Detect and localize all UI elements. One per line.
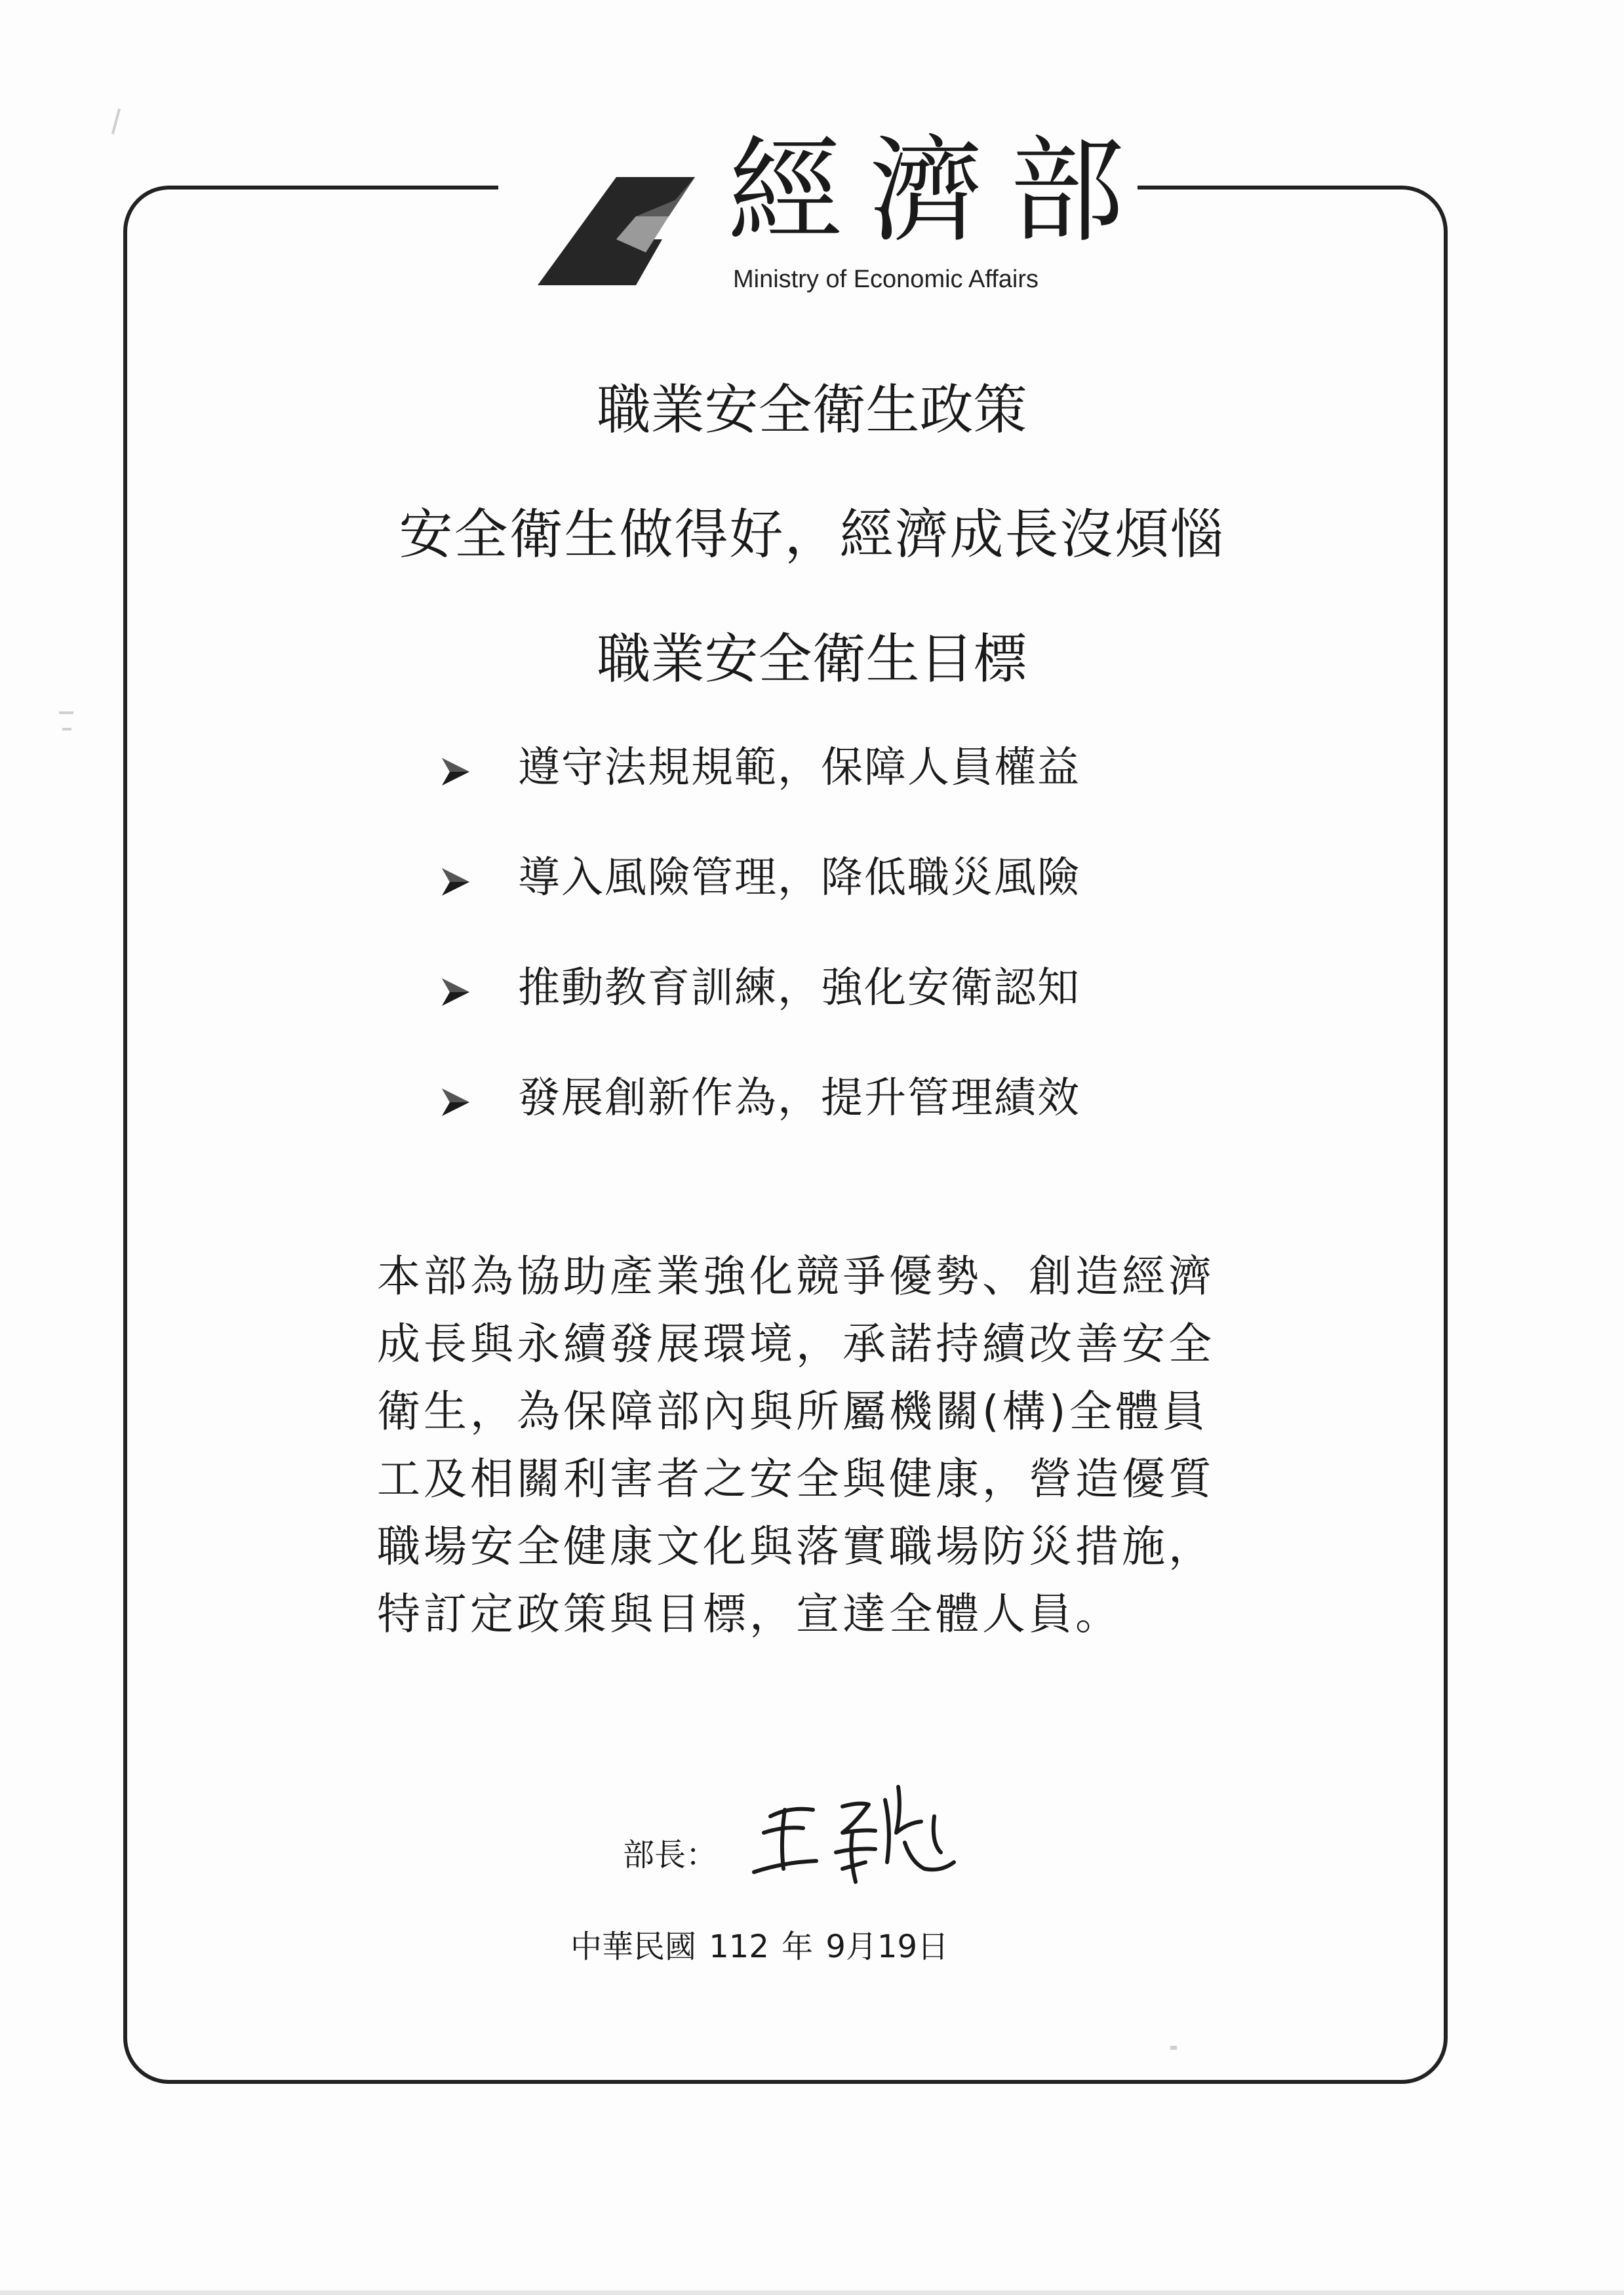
scan-speck: [111, 108, 121, 134]
arrowhead-bullet-icon: [439, 755, 472, 788]
scan-speck: [0, 2290, 1624, 2295]
scan-speck: [59, 711, 73, 714]
goal-text: 發展創新作為，提升管理績效: [518, 1074, 1080, 1123]
commitment-statement: 本部為協助產業強化競爭優勢、創造經濟成長與永續發展環境，承諾持續改善安全衛生，為保障部內與所屬機關(構)全體員工及相關利害者之安全與健康，營造優質職場安全健康文化與落實職場防災措施，特訂定政策與目標，宣達全體人員。: [377, 1251, 1215, 1639]
org-name-en: Ministry of Economic Affairs: [733, 266, 1039, 293]
signature-label: 部長：: [623, 1837, 718, 1873]
goal-list: [439, 741, 1292, 1182]
goal-text: 推動教育訓練，強化安衛認知: [518, 964, 1080, 1012]
scan-speck: [62, 728, 71, 730]
list-item: [439, 961, 1292, 1071]
issue-date: 中華民國 112 年 9月19日: [570, 1928, 949, 1965]
org-name: 經濟部: [728, 125, 1151, 258]
scan-speck: [1170, 2046, 1177, 2050]
list-item: [439, 851, 1292, 961]
list-item: [439, 741, 1292, 851]
goal-text: 導入風險管理，降低職災風險: [518, 854, 1080, 902]
arrowhead-bullet-icon: [439, 1086, 472, 1119]
goal-text: 遵守法規規範，保障人員權益: [518, 744, 1080, 792]
policy-slogan: 安全衛生做得好，經濟成長沒煩惱: [399, 504, 1225, 566]
policy-title: 職業安全衛生政策: [597, 379, 1027, 441]
handwritten-signature: [744, 1770, 967, 1895]
goals-title: 職業安全衛生目標: [597, 628, 1027, 690]
arrowhead-bullet-icon: [439, 866, 472, 898]
arrowhead-bullet-icon: [439, 976, 472, 1008]
ministry-logo-icon: [538, 161, 708, 285]
list-item: [439, 1071, 1292, 1182]
